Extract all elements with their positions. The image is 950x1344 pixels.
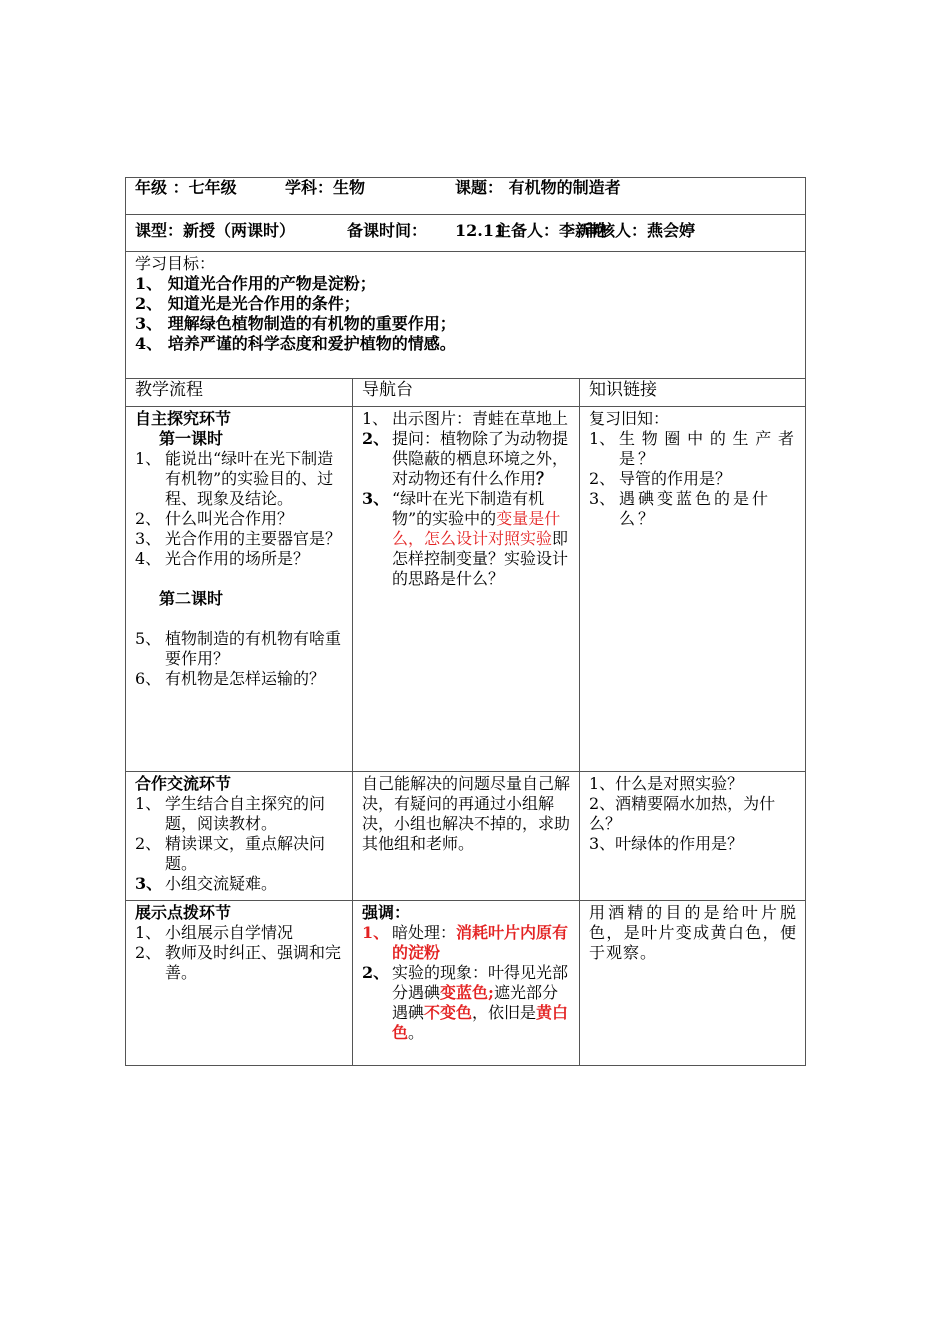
link-item: 2、酒精要隔水加热，为什么？ [589,794,776,833]
goals-title: 学习目标： [135,254,216,273]
list-item: 2、 精读课文，重点解决问题。 [135,834,326,873]
goal-item-3: 3、 理解绿色植物制造的有机物的重要作用； [135,314,456,333]
header-row-1 [126,178,806,215]
cooperation-link-cell [580,772,806,901]
emphasis-title: 强调： [362,903,411,922]
lesson-1-questions [135,449,344,569]
presentation-title: 展示点拨环节 [135,903,232,922]
section-cooperation-row [126,772,806,901]
emphasis-points [362,923,571,1043]
list-item: 2、 教师及时纠正、强调和完善。 [135,943,342,982]
presentation-flow-cell [126,901,353,1066]
list-item: 1、 学生结合自主探究的问题，阅读教材。 [135,794,326,833]
link-item: 3、叶绿体的作用是？ [589,834,744,853]
column-header-row [126,379,806,407]
cooperation-flow-cell [126,772,353,901]
list-item: 3、 “绿叶在光下制造有机物”的实验中的变量是什么，怎么设计对照实验即怎样控制变量？实验设计的思路是什么？ [362,489,569,588]
section-presentation-row [126,901,806,1066]
lesson-2-title: 第二课时 [159,589,224,608]
list-item: 2、 什么叫光合作用？ [135,509,294,528]
self-study-link-cell [580,407,806,772]
highlight-text: 黄白色 [392,1003,569,1042]
header-cell-2 [126,215,806,252]
list-item: 1、 小组展示自学情况 [135,923,294,942]
cooperation-title: 合作交流环节 [135,774,232,793]
highlight-text: 消耗叶片内原有的淀粉 [392,923,569,962]
self-study-title: 自主探究环节 [135,409,232,428]
lesson-plan [125,177,805,1066]
goals-cell [126,252,806,379]
list-item: 3、 小组交流疑难。 [135,874,278,893]
list-item: 4、 光合作用的场所是？ [135,549,310,568]
presentation-link-text: 用酒精的目的是给叶片脱色，是叶片变成黄白色，便于观察。 [589,903,797,962]
presentation-link-cell [580,901,806,1066]
column-header-flow: 教学流程 [126,379,353,407]
goal-item-4: 4、 培养严谨的科学态度和爱护植物的情感。 [135,334,456,353]
list-item: 6、 有机物是怎样运输的？ [135,669,326,688]
highlight-text: 变量是什么，怎么设计对照实验 [392,509,561,548]
self-study-flow-cell [126,407,353,772]
preparer-label: 主备人：李新艳 [495,221,608,240]
list-item: 2、 提问：植物除了为动物提供隐蔽的栖息环境之外，对动物还有什么作用？ [362,429,569,488]
nav-prompts [362,409,571,589]
lesson-2-questions [135,629,344,689]
list-item: 5、 植物制造的有机物有啥重要作用？ [135,629,342,668]
list-item: 3、 遇碘变蓝色的是什么？ [589,489,772,528]
column-header-link: 知识链接 [580,379,806,407]
presentation-nav-cell [353,901,580,1066]
lesson-1-title: 第一课时 [159,429,224,448]
subject-label: 学科：生物 [285,178,366,197]
column-header-nav: 导航台 [353,379,580,407]
goal-item-1: 1、 知道光合作用的产物是淀粉； [135,274,376,293]
list-item: 1、 暗处理：消耗叶片内原有的淀粉 [362,923,569,962]
review-questions [589,429,797,529]
header-cell-1 [126,178,806,215]
header-row-2 [126,215,806,252]
list-item: 2、 导管的作用是？ [589,469,732,488]
presentation-steps [135,923,344,983]
cooperation-nav-cell [353,772,580,901]
reviewer-label: 审核人：燕会婷 [583,221,696,240]
highlight-text: 不变色 [424,1003,473,1022]
link-item: 1、什么是对照实验？ [589,774,744,793]
cooperation-steps [135,794,344,894]
list-item: 3、 光合作用的主要器官是？ [135,529,342,548]
prep-time-value: 12.11 [455,221,506,240]
list-item: 1、 能说出“绿叶在光下制造有机物”的实验目的、过程、现象及结论。 [135,449,334,508]
goals-row [126,252,806,379]
list-item: 1、 出示图片：青蛙在草地上 [362,409,569,428]
topic-label: 课题： 有机物的制造者 [455,178,621,197]
section-self-study-row [126,407,806,772]
list-item: 1、 生物圈中的生产者是？ [589,429,797,468]
highlight-text: 变蓝色; [440,983,494,1002]
lesson-plan-table [125,177,806,1066]
goal-item-2: 2、 知道光是光合作用的条件； [135,294,360,313]
grade-label: 年级 ：七年级 [135,178,237,197]
list-item: 2、 实验的现象：叶得见光部分遇碘变蓝色;遮光部分遇碘不变色，依旧是黄白色。 [362,963,569,1042]
lesson-type-label: 课型：新授（两课时） [135,221,296,240]
prep-time-label: 备课时间： [347,221,428,240]
self-study-nav-cell [353,407,580,772]
review-title: 复习旧知： [589,409,670,428]
cooperation-nav-text: 自己能解决的问题尽量自己解决，有疑问的再通过小组解决，小组也解决不掉的，求助其他组和老师。 [362,774,571,853]
